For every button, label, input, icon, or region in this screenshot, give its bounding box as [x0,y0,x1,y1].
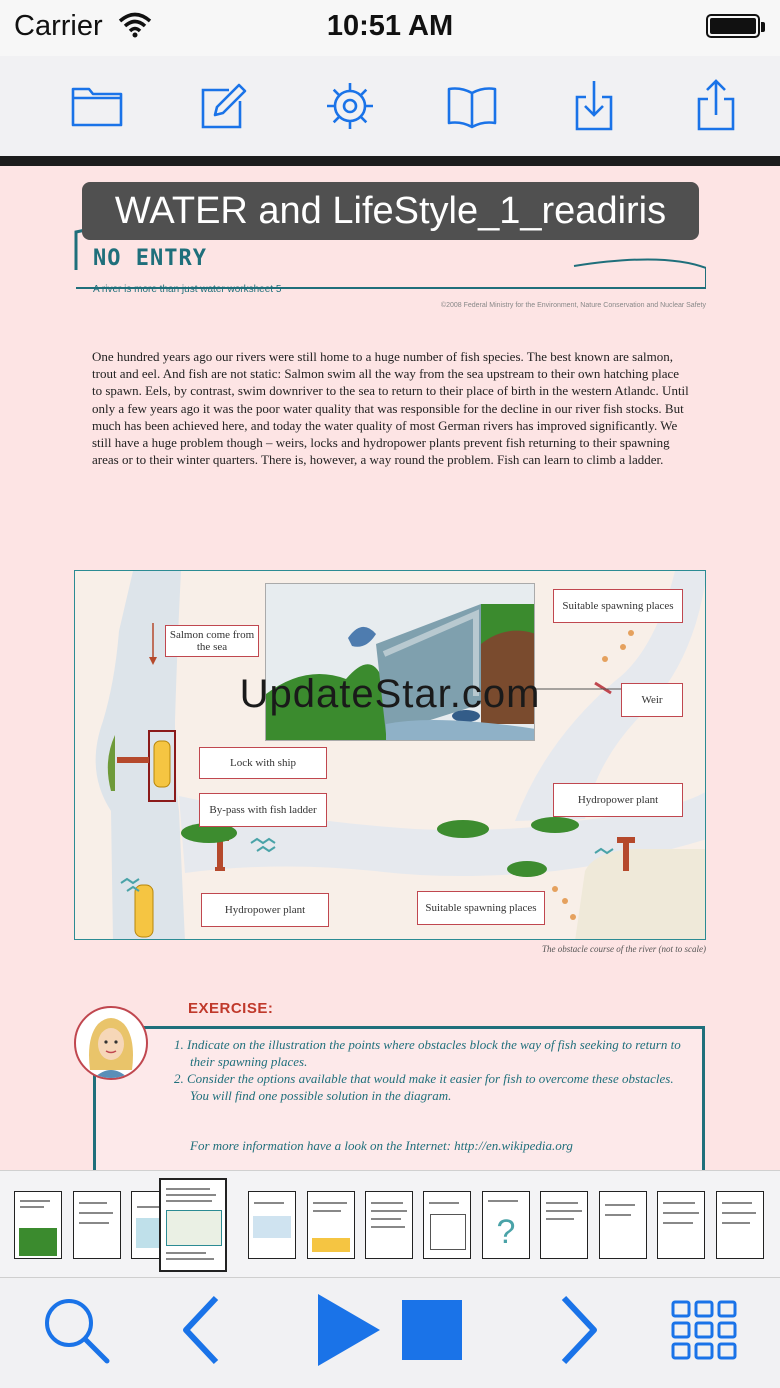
book-button[interactable] [440,74,504,138]
page-thumbnail[interactable] [14,1191,62,1259]
grid-icon [671,1300,737,1360]
download-icon [567,79,621,133]
river-diagram [74,570,706,940]
share-icon [689,79,743,133]
watermark: UpdateStar.com [239,672,541,716]
page-thumbnail[interactable] [716,1191,764,1259]
label-weir: Weir [621,683,683,717]
exercise-item-2: 2. Consider the options available that would make it easier for fish to overcome these obstacles. You will find one possible solution in the diagram. [174,1071,674,1103]
exercise-item-1: 1. Indicate on the illustration the points where obstacles block the way of fish seeking to return to their spawning places. [174,1037,681,1069]
folder-icon [70,79,124,133]
thumbnail-strip[interactable] [0,1170,780,1277]
page-thumbnail[interactable] [423,1191,471,1259]
play-button[interactable] [306,1290,386,1370]
bottom-toolbar [0,1277,780,1388]
document-title: WATER and LifeStyle_1_readiris [82,182,699,240]
page-thumbnail[interactable] [73,1191,121,1259]
avatar-illustration [76,1008,146,1078]
body-text: One hundred years ago our rivers were still home to a huge number of fish species. The best known are salmon, trout and eel. And fish are not static: Salmon swim all the way from the sea upstream to their own hatching place to spawn. Eels, by contrast, swim downriver to the sea to return to their place of birth in the western Atlandc. Until only a few years ago it was the poor water quality that was responsible for the decline in our river fish stocks. But much has been achieved here, and today the water quality of most German rivers has improved significantly. We still have a huge problem though – weirs, locks and hydropower plants prevent fish returning to their spawning areas or to their winter quarters. There is, however, a way round the problem. Fish can learn to climb a ladder. [92,349,689,468]
worksheet-subtitle: A river is more than just water worksheet 5 [93,284,282,295]
label-spawning-top: Suitable spawning places [553,589,683,623]
folder-button[interactable] [65,74,129,138]
share-button[interactable] [684,74,748,138]
page-thumbnail-selected[interactable] [160,1179,226,1271]
label-spawning-bottom: Suitable spawning places [417,891,545,925]
label-salmon: Salmon come from the sea [165,625,259,657]
copyright-line: ©2008 Federal Ministry for the Environment, Nature Conservation and Nuclear Safety [440,302,706,309]
exercise-heading: EXERCISE: [188,1000,274,1017]
page-thumbnail[interactable] [365,1191,413,1259]
previous-icon [172,1290,232,1370]
search-icon [39,1293,113,1367]
download-button[interactable] [562,74,626,138]
search-button[interactable] [36,1290,116,1370]
stop-icon [400,1298,464,1362]
settings-button[interactable] [318,74,382,138]
diagram-caption: The obstacle course of the river (not to scale) [542,944,706,954]
next-icon [548,1290,608,1370]
teacher-avatar [74,1006,148,1080]
page-thumbnail[interactable] [540,1191,588,1259]
page-thumbnail[interactable] [657,1191,705,1259]
weir-photo-image [266,584,535,741]
label-bypass: By-pass with fish ladder [199,793,327,827]
page-thumbnail[interactable] [248,1191,296,1259]
page-thumbnail[interactable]: ? [482,1191,530,1259]
previous-button[interactable] [162,1290,242,1370]
book-icon [445,79,499,133]
carrier-label: Carrier [14,10,103,42]
exercise-list [174,1036,694,1104]
label-hydro-right: Hydropower plant [553,783,683,817]
toolbar-divider [0,156,780,166]
status-bar [0,0,780,56]
gear-icon [323,79,377,133]
top-toolbar [0,56,780,156]
more-info-link: For more information have a look on the Internet: http://en.wikipedia.org [190,1138,573,1153]
document-page[interactable] [0,166,780,1170]
label-hydro-left: Hydropower plant [201,893,329,927]
clock: 10:51 AM [326,10,454,42]
compose-icon [195,79,249,133]
dam-photo [265,583,535,741]
page-thumbnail[interactable] [307,1191,355,1259]
battery-icon [706,14,760,38]
play-icon [308,1290,384,1370]
next-button[interactable] [538,1290,618,1370]
label-lock: Lock with ship [199,747,327,779]
grid-view-button[interactable] [664,1290,744,1370]
stop-button[interactable] [392,1290,472,1370]
edit-button[interactable] [190,74,254,138]
worksheet-header: NO ENTRY [93,246,207,271]
page-thumbnail[interactable] [599,1191,647,1259]
